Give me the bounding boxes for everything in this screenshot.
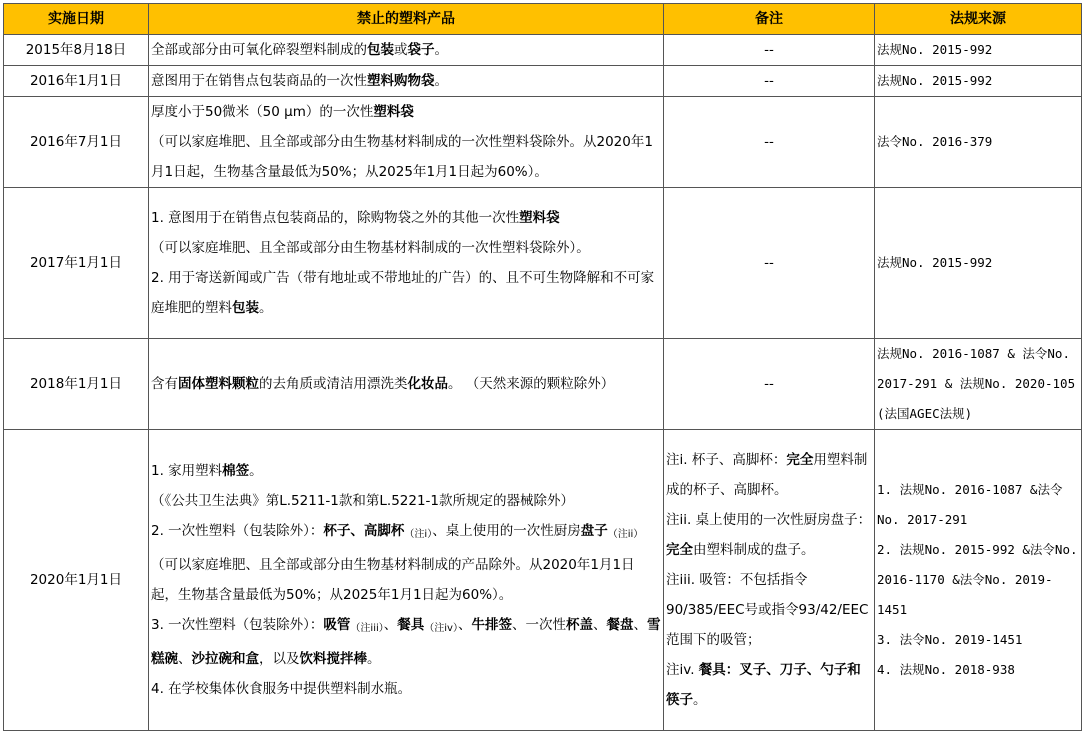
product-cell: 意图用于在销售点包装商品的一次性塑料购物袋。 [149, 66, 664, 97]
note-cell: -- [664, 66, 875, 97]
note-cell: 注i. 杯子、高脚杯：完全用塑料制成的杯子、高脚杯。 注ii. 桌上使用的一次性厨房盘子：完全由塑料制成的盘子。 注iii. 吸管：不包括指令90/385/EEC号或指令93/42/EEC范围下的吸管； 注iv. 餐具：叉子、刀子、勺子和筷子。 [664, 430, 875, 731]
source-cell: 法令No. 2016-379 [875, 97, 1082, 188]
date-cell: 2017年1月1日 [4, 188, 149, 339]
product-cell: 1. 家用塑料棉签。 （《公共卫生法典》第L.5211-1款和第L.5221-1款所规定的器械除外） 2. 一次性塑料（包装除外）：杯子、高脚杯$_{(注i)}$、桌上使用的一次性厨房盘子$_{(注ii)}$ （可以家庭堆肥、且全部或部分由生物基材料制成的产品除外。从2020年1月1日起，生物基含量最低为50%；从2025年1月1日起为60%）。 3. 一次性塑料（包装除外）：吸管$_{(注iii)}$、餐具$_{(注iv)}$、牛排签、一次性杯盖、餐盘、雪糕碗、沙拉碗和盒，以及饮料搅拌棒。 4. 在学校集体伙食服务中提供塑料制水瓶。 [149, 430, 664, 731]
date-cell: 2016年7月1日 [4, 97, 149, 188]
source-cell: 法规No. 2016-1087 & 法令No. 2017-291 & 法规No. 2020-105 (法国AGEC法规) [875, 339, 1082, 430]
product-cell: 全部或部分由可氧化碎裂塑料制成的包装或袋子。 [149, 35, 664, 66]
date-cell: 2015年8月18日 [4, 35, 149, 66]
date-cell: 2018年1月1日 [4, 339, 149, 430]
product-cell: 厚度小于50微米（50 μm）的一次性塑料袋 （可以家庭堆肥、且全部或部分由生物基材料制成的一次性塑料袋除外。从2020年1月1日起，生物基含量最低为50%；从2025年1月1日起为60%）。 [149, 97, 664, 188]
note-cell: -- [664, 188, 875, 339]
note-cell: -- [664, 97, 875, 188]
source-cell: 1. 法规No. 2016-1087 &法令No. 2017-291 2. 法规No. 2015-992 &法令No. 2016-1170 &法令No. 2019-1451 3. 法令No. 2019-1451 4. 法规No. 2018-938 [875, 430, 1082, 731]
source-cell: 法规No. 2015-992 [875, 35, 1082, 66]
header-source: 法规来源 [875, 4, 1082, 35]
source-cell: 法规No. 2015-992 [875, 66, 1082, 97]
header-product: 禁止的塑料产品 [149, 4, 664, 35]
table-row [4, 339, 1082, 430]
table-row [4, 188, 1082, 339]
note-cell: -- [664, 35, 875, 66]
note-cell: -- [664, 339, 875, 430]
header-date: 实施日期 [4, 4, 149, 35]
date-cell: 2020年1月1日 [4, 430, 149, 731]
product-cell: 含有固体塑料颗粒的去角质或清洁用漂洗类化妆品。 （天然来源的颗粒除外） [149, 339, 664, 430]
plastic-ban-table [3, 3, 1082, 731]
table-row [4, 35, 1082, 66]
table-row [4, 430, 1082, 731]
product-cell: 1. 意图用于在销售点包装商品的，除购物袋之外的其他一次性塑料袋 （可以家庭堆肥、且全部或部分由生物基材料制成的一次性塑料袋除外）。 2. 用于寄送新闻或广告（带有地址或不带地址的广告）的、且不可生物降解和不可家庭堆肥的塑料包装。 [149, 188, 664, 339]
header-note: 备注 [664, 4, 875, 35]
table-row [4, 66, 1082, 97]
source-cell: 法规No. 2015-992 [875, 188, 1082, 339]
date-cell: 2016年1月1日 [4, 66, 149, 97]
table-row [4, 97, 1082, 188]
header-row [4, 4, 1082, 35]
